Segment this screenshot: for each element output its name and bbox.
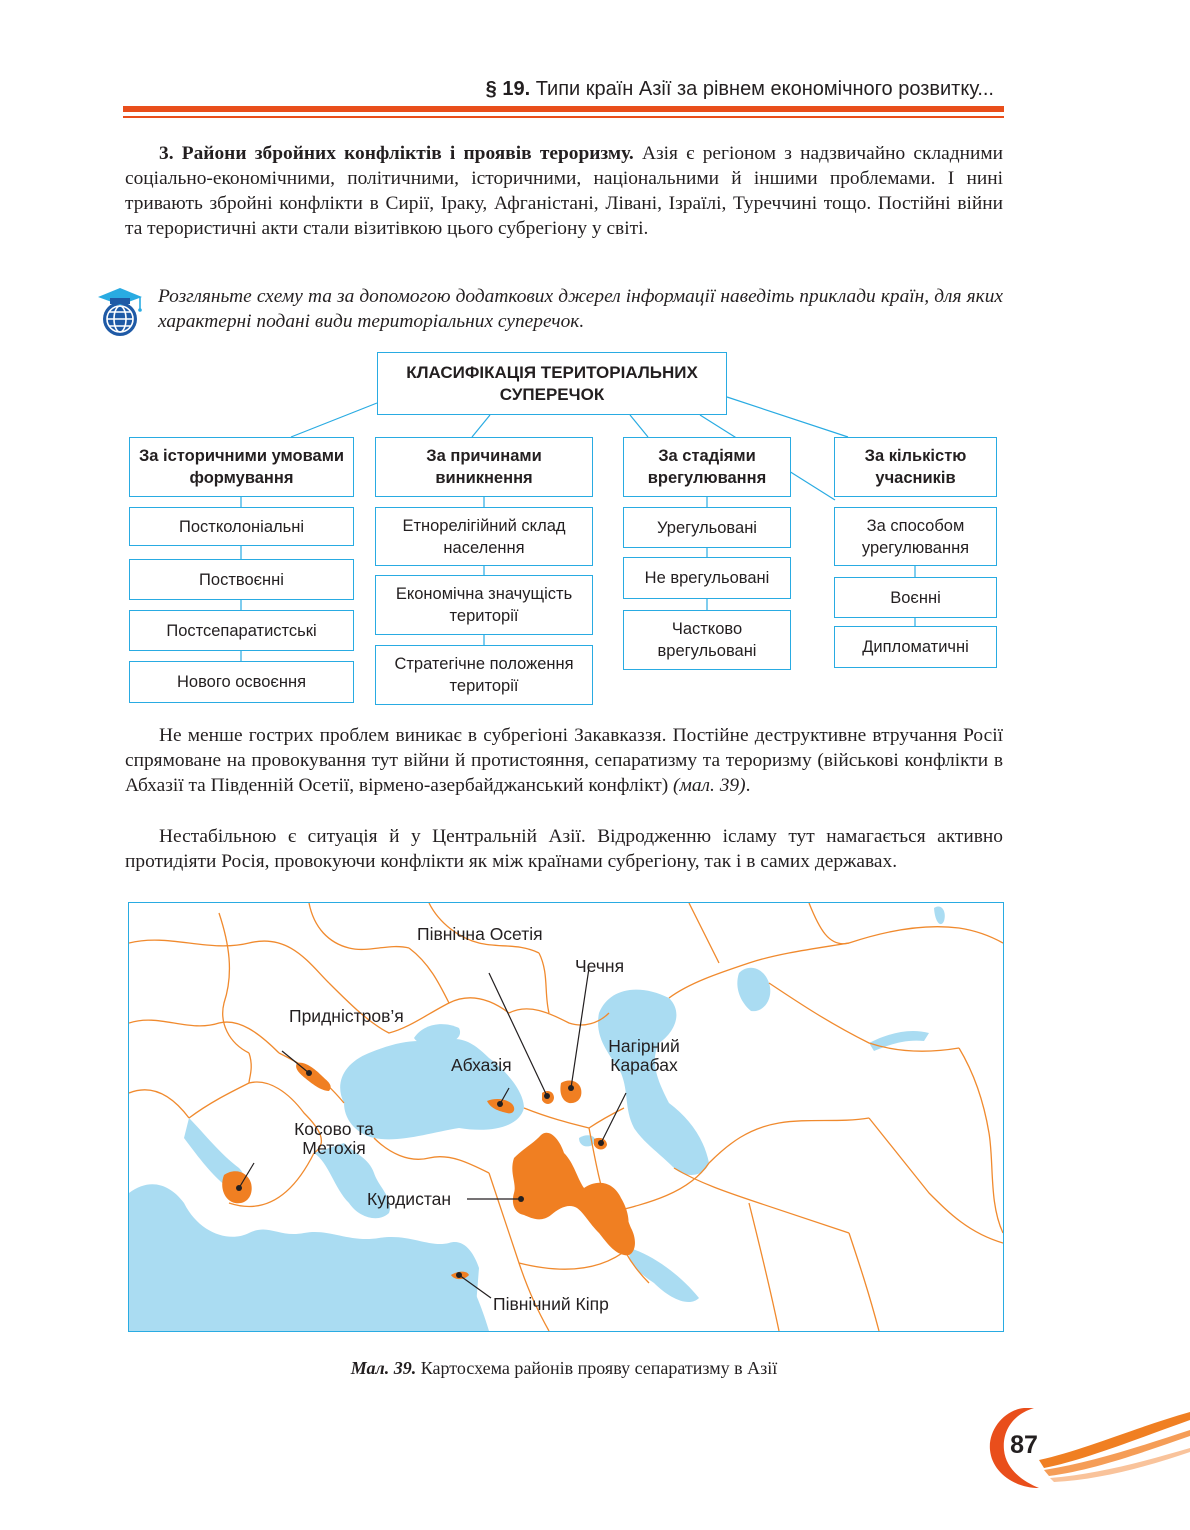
header-rule-thin (123, 116, 1004, 118)
header-rule (123, 106, 1004, 112)
graduation-cap-globe-icon (96, 285, 144, 341)
paragraph-text: Нестабільною є ситуація й у Центральній Азії. Відродженню ісламу тут намагається активно протидіяти Росія, провокуючи конфлікти як між країнами субрегіону, так і в самих державах. (125, 826, 1003, 872)
paragraph-conflicts (125, 141, 1003, 241)
section-number: § 19. (485, 78, 531, 100)
label-kosovo: Косово та Метохія (294, 1119, 374, 1158)
separatism-map (128, 902, 1004, 1332)
label-karabakh: Нагірний Карабах (608, 1036, 680, 1075)
figure-caption (0, 1358, 1128, 1379)
running-header (486, 78, 994, 101)
label-abkhazia: Абхазія (451, 1055, 512, 1075)
scheme-column-head: За причинами виникнення (375, 437, 593, 497)
paragraph-transcaucasia (125, 723, 1003, 798)
scheme-column-head: За кількістю учасників (834, 437, 997, 497)
figure-label: Мал. 39. (350, 1358, 417, 1378)
figure-caption-text: Картосхема районів прояву сепаратизму в Азії (416, 1358, 778, 1378)
scheme-item: Етнорелігійний склад населення (375, 507, 593, 566)
label-north-cyprus: Північний Кіпр (493, 1294, 609, 1314)
label-chechnya: Чечня (575, 956, 625, 976)
label-kurdistan: Курдистан (367, 1189, 452, 1209)
scheme-item: Економічна значущість території (375, 575, 593, 635)
paragraph-end: . (745, 775, 751, 796)
scheme-item: Частково врегульовані (623, 610, 791, 670)
scheme-item: Не врегульовані (623, 557, 791, 599)
scheme-item: Нового освоєння (129, 661, 354, 703)
paragraph-central-asia (125, 824, 1003, 874)
scheme-column-head: За історичними умовами формування (129, 437, 354, 497)
figure-reference: (мал. 39) (673, 775, 746, 796)
scheme-item: Постсепаратистські (129, 610, 354, 651)
scheme-item: Урегульовані (623, 507, 791, 548)
paragraph-text: Не менше гострих проблем виникає в субрегіоні Закавказзя. Постійне деструктивне втручання Росії спрямоване на провокування тут війни й протистояння, сепаратизму та тероризму (військові конфлікти в Абхазії та Південній Осетії, вірмено-азербайджанський конфлікт) (125, 725, 1003, 796)
map-drawing (129, 903, 1003, 1331)
scheme-item: Дипломатичні (834, 626, 997, 668)
scheme-column-head: За стадіями врегулювання (623, 437, 791, 497)
scheme-root: КЛАСИФІКАЦІЯ ТЕРИТОРІАЛЬНИХ СУПЕРЕЧОК (377, 352, 727, 415)
scheme-item: Стратегічне положення території (375, 645, 593, 705)
paragraph-text: Азія є регіоном з надзвичайно складними соціально-економічними, політичними, історичними, національними й іншими проблемами. І нині тривають збройні конфлікти в Сирії, Іраку, Афганістані, Лівані, Ізраїлі, Туреччині тощо. Постійні війни та терористичні акти стали візитівкою цього субрегіону у світі. (125, 143, 1003, 239)
label-transnistria: Придністров’я (289, 1006, 404, 1026)
task-text: Розгляньте схему та за допомогою додаткових джерел інформації наведіть приклади країн, для яких характерні подані види територіальних суперечок. (158, 286, 1003, 332)
label-north-ossetia: Північна Осетія (417, 924, 543, 944)
page-number: 87 (1010, 1430, 1038, 1459)
scheme-item: Воєнні (834, 577, 997, 618)
section-title: Типи країн Азії за рівнем економічного розвитку... (535, 78, 994, 100)
scheme-item: Поствоєнні (129, 559, 354, 600)
scheme-item: За способом урегулювання (834, 507, 997, 566)
subsection-heading: 3. Райони збройних конфліктів і проявів тероризму. (159, 143, 634, 164)
scheme-item: Постколоніальні (129, 507, 354, 546)
